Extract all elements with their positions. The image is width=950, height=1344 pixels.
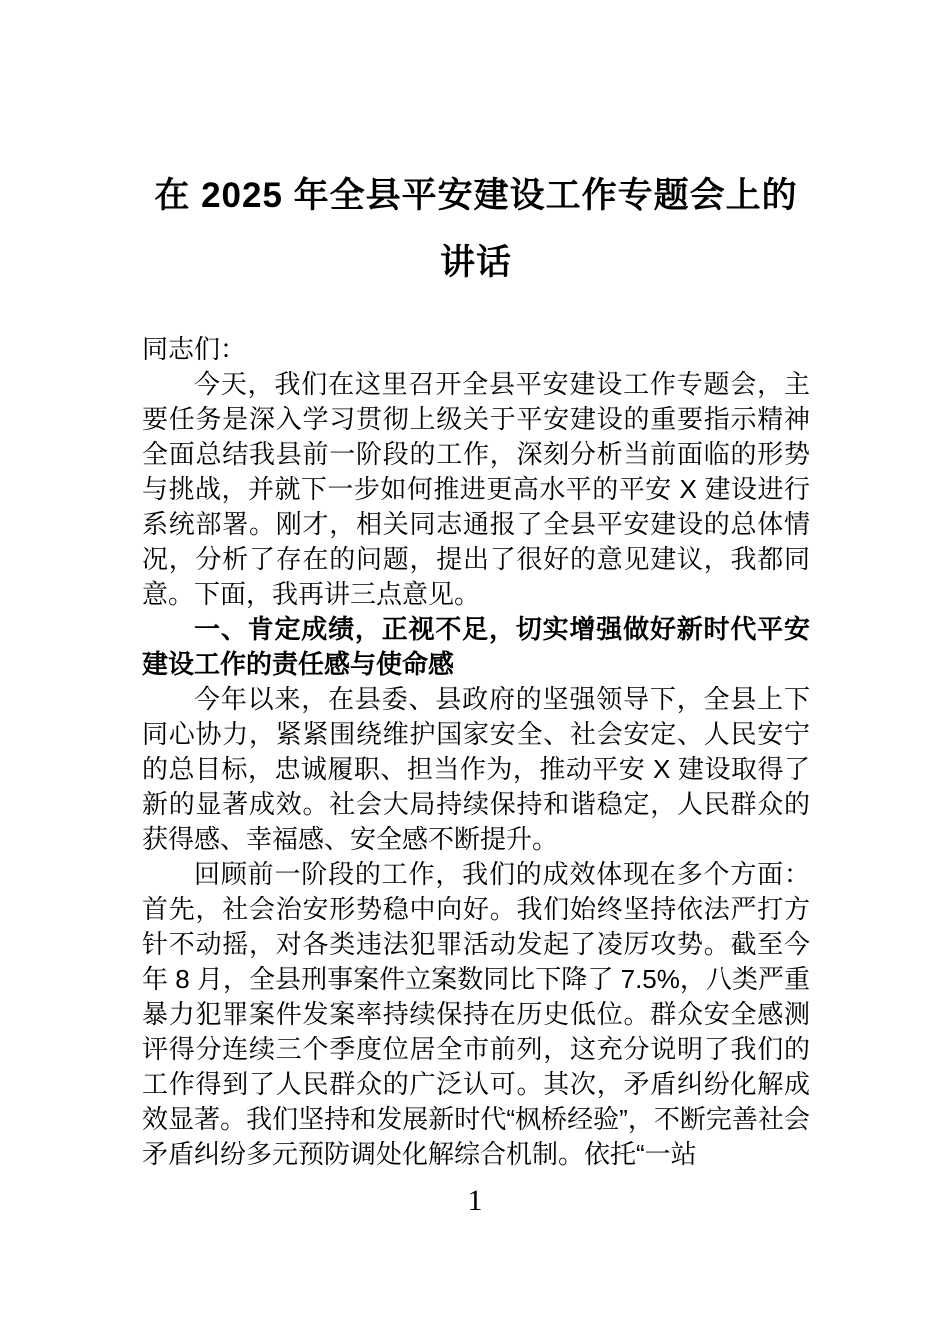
document-body (142, 332, 810, 1172)
salutation: 同志们： (142, 334, 247, 364)
paragraph-opening: 今天，我们在这里召开全县平安建设工作专题会，主要任务是深入学习贯彻上级关于平安建设的重要指示精神全面总结我县前一阶段的工作，深刻分析当前面临的形势与挑战，并就下一步如何推进更高水平的平安 X 建设进行系统部署。刚才，相关同志通报了全县平安建设的总体情况，分析了存在的问题，提出了很好的意见建议，我都同意。下面，我再讲三点意见。 (142, 369, 810, 609)
paragraph-review: 回顾前一阶段的工作，我们的成效体现在多个方面：首先，社会治安形势稳中向好。我们始终坚持依法严打方针不动摇，对各类违法犯罪活动发起了凌厉攻势。截至今年 8 月，全县刑事案件立案数同比下降了 7.5%，八类严重暴力犯罪案件发案率持续保持在历史低位。群众安全感测评得分连续三个季度位居全市前列，这充分说明了我们的工作得到了人民群众的广泛认可。其次，矛盾纠纷化解成效显著。我们坚持和发展新时代“枫桥经验”，不断完善社会矛盾纠纷多元预防调处化解综合机制。依托“一站 (142, 859, 810, 1169)
document-title: 在 2025 年全县平安建设工作专题会上的讲话 (154, 176, 798, 282)
section-heading-1: 一、肯定成绩，正视不足，切实增强做好新时代平安建设工作的责任感与使命感 (142, 614, 810, 679)
paragraph-achievements: 今年以来，在县委、县政府的坚强领导下，全县上下同心协力，紧紧围绕维护国家安全、社会安定、人民安宁的总目标，忠诚履职、担当作为，推动平安 X 建设取得了新的显著成效。社会大局持续保持和谐稳定，人民群众的获得感、幸福感、安全感不断提升。 (142, 684, 810, 854)
page-number: 1 (467, 1184, 483, 1217)
